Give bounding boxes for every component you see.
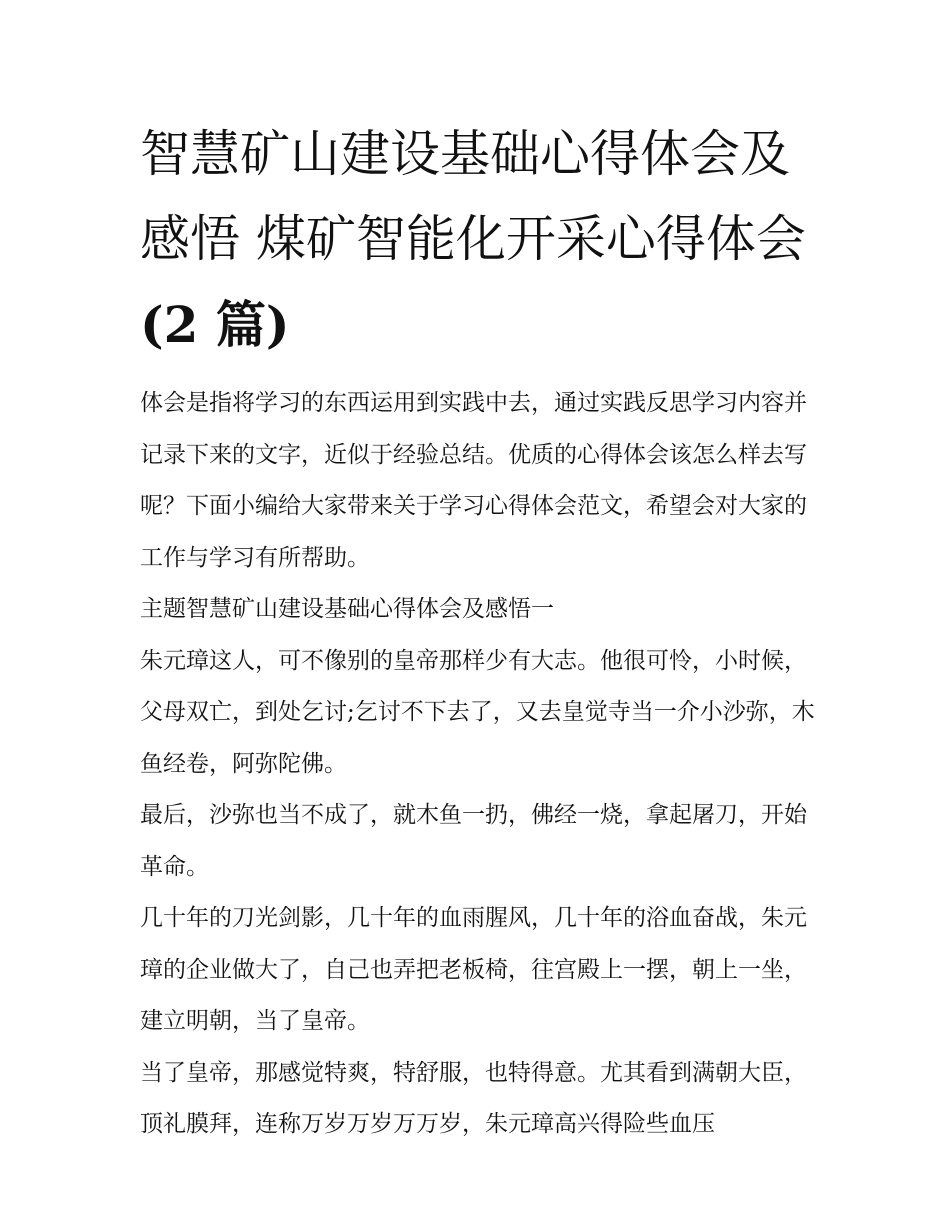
body-paragraph: 几十年的刀光剑影，几十年的血雨腥风，几十年的浴血奋战，朱元璋的企业做大了，自己也弄把老板椅，往宫殿上一摆，朝上一坐，建立明朝，当了皇帝。 [140, 905, 807, 1034]
title-line-2: 感悟 煤矿智能化开采心得体会 [140, 210, 806, 268]
title-line-3: (2 篇) [140, 295, 290, 354]
body-paragraph: 当了皇帝，那感觉特爽，特舒服，也特得意。尤其看到满朝大臣，顶礼膜拜，连称万岁万岁万万岁，朱元璋高兴得险些血压 [140, 1059, 807, 1137]
intro-paragraph: 体会是指将学习的东西运用到实践中去，通过实践反思学习内容并记录下来的文字，近似于经验总结。优质的心得体会该怎么样去写呢？下面小编给大家带来关于学习心得体会范文，希望会对大家的工作与学习有所帮助。 [140, 390, 807, 571]
body-paragraph: 朱元璋这人，可不像别的皇帝那样少有大志。他很可怜，小时候，父母双亡，到处乞讨;乞讨不下去了，又去皇觉寺当一介小沙弥，木鱼经卷，阿弥陀佛。 [140, 647, 815, 777]
document-body [140, 378, 820, 1151]
title-line-1: 智慧矿山建设基础心得体会及 [140, 125, 790, 183]
body-paragraph: 最后，沙弥也当不成了，就木鱼一扔，佛经一烧，拿起屠刀，开始革命。 [140, 802, 807, 880]
document-title [140, 112, 820, 367]
section-heading: 主题智慧矿山建设基础心得体会及感悟一 [140, 596, 554, 622]
document-page [140, 112, 820, 1151]
